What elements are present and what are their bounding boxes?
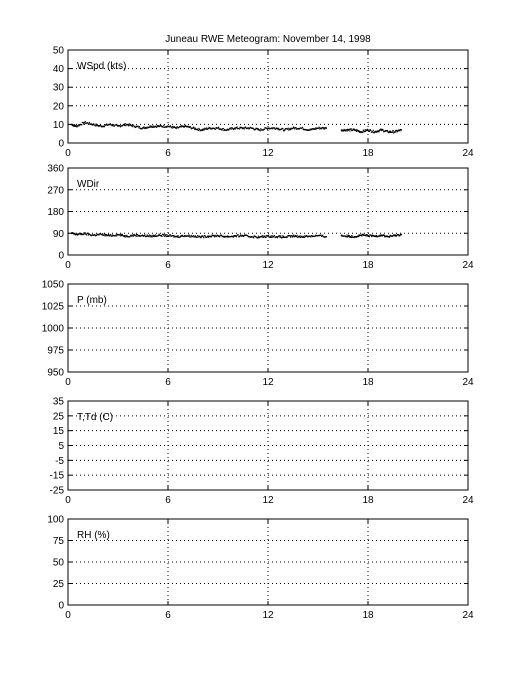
data-point — [310, 236, 311, 237]
data-point — [153, 125, 154, 126]
data-point — [77, 234, 78, 235]
data-point — [93, 123, 94, 124]
data-point — [235, 128, 236, 129]
data-point — [281, 237, 282, 238]
data-point — [239, 128, 240, 129]
y-tick-label: 90 — [52, 228, 64, 240]
data-point — [103, 235, 104, 236]
data-point — [208, 128, 209, 129]
data-point — [156, 127, 157, 128]
y-tick-label: -25 — [49, 485, 64, 497]
data-point — [195, 128, 196, 129]
data-point — [204, 129, 205, 130]
data-point — [323, 128, 324, 129]
data-point — [208, 237, 209, 238]
x-tick-label: 6 — [165, 260, 171, 271]
data-point — [125, 235, 126, 236]
data-point — [300, 235, 301, 236]
y-tick-label: 0 — [58, 600, 64, 612]
y-tick-label: -15 — [49, 470, 64, 482]
data-point — [96, 125, 97, 126]
data-point — [215, 129, 216, 130]
data-point — [136, 234, 137, 235]
data-point — [198, 130, 199, 131]
data-point — [236, 126, 237, 127]
x-tick-label: 24 — [462, 495, 474, 506]
data-point — [166, 234, 167, 235]
y-tick-label: 1050 — [41, 279, 64, 291]
y-tick-label: 100 — [47, 514, 64, 526]
y-tick-label: 25 — [52, 411, 64, 423]
data-point — [150, 125, 151, 126]
data-point — [326, 128, 327, 129]
data-point — [194, 127, 195, 128]
data-point — [221, 235, 222, 236]
data-point — [299, 236, 300, 237]
data-point — [138, 127, 139, 128]
data-point — [80, 234, 81, 235]
data-point — [204, 235, 205, 236]
data-point — [211, 236, 212, 237]
data-point — [132, 234, 133, 235]
data-point — [109, 235, 110, 236]
data-point — [138, 126, 139, 127]
data-point — [365, 131, 366, 132]
data-point — [291, 235, 292, 236]
data-point — [129, 123, 130, 124]
data-point — [153, 235, 154, 236]
data-point — [369, 236, 370, 237]
panel-label: RH (%) — [77, 530, 110, 541]
data-point — [120, 234, 121, 235]
data-point — [294, 128, 295, 129]
data-point — [389, 237, 390, 238]
data-point — [82, 122, 83, 123]
data-point — [319, 127, 320, 128]
data-point — [274, 235, 275, 236]
data-point — [223, 128, 224, 129]
data-point — [282, 237, 283, 238]
data-point — [314, 129, 315, 130]
data-point — [105, 235, 106, 236]
data-point — [144, 234, 145, 235]
data-point — [161, 236, 162, 237]
data-point — [85, 121, 86, 122]
data-point — [188, 236, 189, 237]
data-point — [393, 130, 394, 131]
data-point — [97, 124, 98, 125]
data-point — [87, 233, 88, 234]
data-point — [207, 235, 208, 236]
data-point — [282, 235, 283, 236]
data-point — [288, 128, 289, 129]
data-point — [146, 236, 147, 237]
data-point — [349, 130, 350, 131]
x-tick-label: 18 — [362, 495, 374, 506]
data-point — [164, 234, 165, 235]
data-point — [395, 132, 396, 133]
data-point — [264, 129, 265, 130]
data-point — [173, 235, 174, 236]
data-point — [198, 128, 199, 129]
data-point — [88, 124, 89, 125]
panel-5 — [47, 515, 474, 622]
data-point — [260, 128, 261, 129]
data-point — [83, 234, 84, 235]
y-tick-label: 20 — [52, 101, 64, 113]
data-point — [277, 237, 278, 238]
data-point — [111, 236, 112, 237]
y-tick-label: 1025 — [41, 301, 64, 313]
data-point — [89, 122, 90, 123]
figure-title: Juneau RWE Meteogram: November 14, 1998 — [165, 34, 371, 45]
panel-label: WSpd (kts) — [77, 61, 127, 72]
x-tick-label: 6 — [165, 377, 171, 388]
x-tick-label: 0 — [65, 260, 71, 271]
data-point — [293, 235, 294, 236]
data-point — [134, 126, 135, 127]
data-point — [351, 235, 352, 236]
data-point — [116, 234, 117, 235]
data-point — [144, 126, 145, 127]
data-point — [290, 237, 291, 238]
data-point — [169, 236, 170, 237]
x-tick-label: 12 — [262, 495, 274, 506]
x-tick-label: 24 — [462, 610, 474, 621]
x-tick-label: 0 — [65, 610, 71, 621]
data-point — [236, 236, 237, 237]
data-point — [280, 235, 281, 236]
data-point — [106, 123, 107, 124]
data-point — [373, 130, 374, 131]
data-point — [282, 128, 283, 129]
data-point — [399, 130, 400, 131]
data-point — [257, 128, 258, 129]
data-point — [132, 126, 133, 127]
data-point — [139, 126, 140, 127]
data-point — [126, 235, 127, 236]
data-point — [79, 125, 80, 126]
data-point — [279, 235, 280, 236]
x-tick-label: 12 — [262, 260, 274, 271]
data-point — [270, 237, 271, 238]
data-point — [76, 126, 77, 127]
data-point — [258, 236, 259, 237]
data-point — [136, 236, 137, 237]
y-tick-label: -5 — [55, 455, 64, 467]
data-point — [322, 127, 323, 128]
data-point — [172, 127, 173, 128]
panel-label: T,Td (C) — [77, 412, 114, 423]
data-point — [74, 233, 75, 234]
data-point — [81, 124, 82, 125]
data-point — [238, 234, 239, 235]
data-point — [129, 236, 130, 237]
data-point — [218, 127, 219, 128]
data-point — [194, 129, 195, 130]
data-point — [104, 235, 105, 236]
data-point — [315, 127, 316, 128]
panel-4 — [50, 397, 474, 507]
y-tick-label: 35 — [52, 396, 64, 408]
data-point — [150, 236, 151, 237]
data-point — [370, 130, 371, 131]
x-tick-label: 6 — [165, 148, 171, 159]
x-tick-label: 12 — [262, 148, 274, 159]
data-point — [115, 235, 116, 236]
data-point — [295, 127, 296, 128]
x-tick-label: 12 — [262, 377, 274, 388]
data-point — [203, 130, 204, 131]
data-point — [180, 126, 181, 127]
data-point — [154, 236, 155, 237]
data-point — [267, 129, 268, 130]
data-point — [260, 130, 261, 131]
y-tick-label: 950 — [47, 367, 64, 379]
data-point — [158, 235, 159, 236]
data-point — [369, 131, 370, 132]
data-point — [230, 129, 231, 130]
data-point — [94, 234, 95, 235]
x-tick-label: 6 — [165, 495, 171, 506]
data-point — [190, 236, 191, 237]
data-point — [173, 237, 174, 238]
data-point — [116, 235, 117, 236]
y-tick-label: 1000 — [41, 323, 64, 335]
data-point — [193, 235, 194, 236]
data-point — [290, 129, 291, 130]
data-point — [120, 235, 121, 236]
x-tick-label: 6 — [165, 610, 171, 621]
data-point — [177, 236, 178, 237]
x-tick-label: 18 — [362, 148, 374, 159]
data-point — [365, 235, 366, 236]
data-point — [125, 125, 126, 126]
data-point — [362, 132, 363, 133]
y-tick-label: 975 — [47, 345, 64, 357]
x-tick-label: 0 — [65, 377, 71, 388]
data-point — [155, 234, 156, 235]
data-point — [320, 235, 321, 236]
data-point — [244, 128, 245, 129]
data-point — [190, 126, 191, 127]
data-point — [213, 235, 214, 236]
data-point — [392, 132, 393, 133]
data-point — [378, 131, 379, 132]
data-point — [206, 127, 207, 128]
data-point — [128, 125, 129, 126]
data-point — [314, 236, 315, 237]
data-point — [268, 235, 269, 236]
data-point — [106, 234, 107, 235]
panel-1 — [53, 46, 474, 160]
data-point — [322, 235, 323, 236]
y-tick-label: 40 — [52, 64, 64, 76]
panel-label: P (mb) — [77, 295, 107, 306]
data-point — [104, 234, 105, 235]
data-point — [271, 237, 272, 238]
data-point — [279, 236, 280, 237]
data-point — [289, 128, 290, 129]
data-point — [108, 234, 109, 235]
data-point — [110, 234, 111, 235]
data-point — [233, 236, 234, 237]
data-point — [303, 237, 304, 238]
y-tick-label: 50 — [52, 557, 64, 569]
data-point — [170, 234, 171, 235]
y-tick-label: 180 — [47, 207, 64, 218]
data-point — [176, 128, 177, 129]
data-point — [263, 237, 264, 238]
data-point — [278, 128, 279, 129]
data-point — [163, 125, 164, 126]
data-point — [95, 124, 96, 125]
data-point — [258, 128, 259, 129]
data-point — [166, 127, 167, 128]
x-tick-label: 24 — [462, 260, 474, 271]
data-point — [133, 235, 134, 236]
data-point — [241, 236, 242, 237]
panel-label: WDir — [77, 179, 100, 190]
data-point — [296, 236, 297, 237]
data-point — [262, 235, 263, 236]
data-point — [304, 237, 305, 238]
data-point — [191, 235, 192, 236]
data-point — [166, 236, 167, 237]
data-point — [289, 235, 290, 236]
x-tick-label: 0 — [65, 495, 71, 506]
y-tick-label: 5 — [58, 441, 64, 452]
data-point — [119, 234, 120, 235]
panel-2 — [47, 164, 474, 272]
data-point — [124, 125, 125, 126]
data-point — [326, 236, 327, 237]
y-tick-label: 25 — [52, 579, 64, 590]
data-point — [149, 127, 150, 128]
data-point — [283, 236, 284, 237]
data-point — [163, 127, 164, 128]
data-point — [297, 235, 298, 236]
data-point — [255, 129, 256, 130]
data-point — [230, 127, 231, 128]
data-point — [401, 234, 402, 235]
data-point — [199, 129, 200, 130]
data-point — [125, 123, 126, 124]
y-tick-label: 10 — [52, 119, 64, 131]
x-tick-label: 24 — [462, 148, 474, 159]
y-tick-label: 0 — [58, 138, 64, 150]
x-tick-label: 18 — [362, 260, 374, 271]
data-point — [266, 236, 267, 237]
data-point — [302, 127, 303, 128]
panels — [42, 46, 474, 622]
data-point — [261, 236, 262, 237]
data-point — [135, 235, 136, 236]
data-point — [85, 232, 86, 233]
data-point — [201, 130, 202, 131]
data-point — [253, 237, 254, 238]
data-point — [346, 234, 347, 235]
y-tick-label: 270 — [47, 185, 64, 197]
data-point — [270, 235, 271, 236]
data-point — [149, 234, 150, 235]
data-point — [86, 234, 87, 235]
data-point — [257, 237, 258, 238]
y-tick-label: 75 — [52, 536, 64, 547]
data-point — [95, 125, 96, 126]
x-tick-label: 18 — [362, 610, 374, 621]
data-point — [185, 125, 186, 126]
x-tick-label: 18 — [362, 377, 374, 388]
data-point — [178, 235, 179, 236]
data-point — [278, 129, 279, 130]
data-point — [135, 127, 136, 128]
data-point — [228, 129, 229, 130]
data-point — [351, 128, 352, 129]
data-point — [321, 128, 322, 129]
data-point — [401, 129, 402, 130]
data-series — [71, 121, 402, 133]
y-tick-label: 30 — [52, 82, 64, 94]
data-point — [272, 235, 273, 236]
data-point — [222, 129, 223, 130]
data-point — [121, 235, 122, 236]
data-point — [264, 235, 265, 236]
data-point — [303, 236, 304, 237]
data-point — [113, 124, 114, 125]
data-point — [164, 236, 165, 237]
data-point — [197, 237, 198, 238]
data-point — [226, 130, 227, 131]
data-point — [376, 235, 377, 236]
x-tick-label: 24 — [462, 377, 474, 388]
data-point — [219, 236, 220, 237]
data-point — [277, 128, 278, 129]
data-point — [286, 237, 287, 238]
data-point — [124, 236, 125, 237]
y-tick-label: 50 — [52, 45, 64, 57]
data-point — [102, 233, 103, 234]
data-point — [119, 125, 120, 126]
x-tick-label: 0 — [65, 148, 71, 159]
data-point — [214, 236, 215, 237]
x-tick-label: 12 — [262, 610, 274, 621]
data-point — [203, 237, 204, 238]
data-point — [105, 234, 106, 235]
data-point — [383, 129, 384, 130]
data-point — [133, 125, 134, 126]
data-point — [210, 127, 211, 128]
data-point — [227, 235, 228, 236]
data-point — [152, 127, 153, 128]
y-tick-label: 0 — [58, 250, 64, 262]
data-point — [205, 129, 206, 130]
data-point — [78, 125, 79, 126]
data-point — [323, 127, 324, 128]
panel-3 — [42, 280, 474, 389]
y-tick-label: 360 — [47, 163, 64, 175]
y-tick-label: 15 — [52, 426, 64, 438]
data-point — [197, 235, 198, 236]
